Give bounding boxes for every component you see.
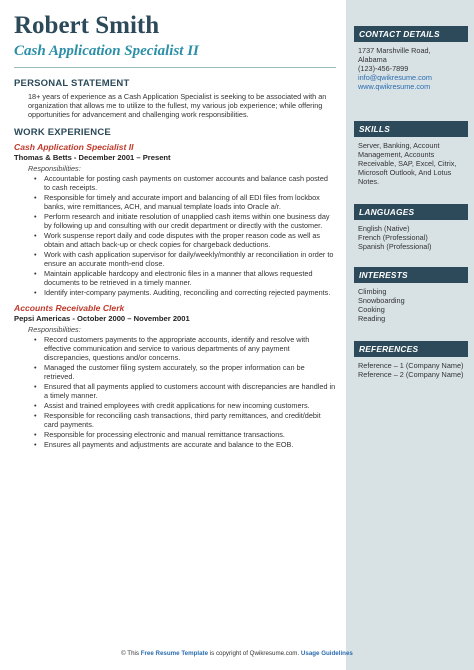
list-item: • Responsible for processing electronic and manual remittance transactions. <box>44 430 336 439</box>
list-item: French (Professional) <box>358 233 428 242</box>
interests-list <box>358 287 468 323</box>
responsibilities-label: Responsibilities: <box>28 164 81 173</box>
sidebar <box>346 0 474 670</box>
header-divider <box>14 67 336 68</box>
interests-heading: INTERESTS <box>354 267 468 283</box>
statement-heading: PERSONAL STATEMENT <box>14 78 130 89</box>
main-column <box>14 12 336 450</box>
skills-text: Server, Banking, Account Management, Accounts Receivable, SAP, Excel, Citrix, Microsoft Outlook, And Lotus Notes. <box>358 141 457 186</box>
list-item: Reading <box>358 314 386 323</box>
list-item: Climbing <box>358 287 387 296</box>
email-link[interactable]: info@qwikresume.com <box>358 73 432 82</box>
experience-heading: WORK EXPERIENCE <box>14 127 111 138</box>
list-item: • Work with cash application supervisor for daily/weekly/monthly ar reconciliation in order to ensure an accurate month-end close. <box>44 250 336 268</box>
references-heading: REFERENCES <box>354 341 468 357</box>
list-item: • Responsible for reconciling cash transactions, third party remittances, and credit/debit card payments. <box>44 411 336 429</box>
website-link[interactable]: www.qwikresume.com <box>358 82 431 91</box>
list-item: • Accountable for posting cash payments on customer accounts and balance cash posted to cash receipts. <box>44 174 336 192</box>
skills-heading: SKILLS <box>354 121 468 137</box>
list-item: • Identify inter-company payments. Auditing, reconciling and correcting rejected payments. <box>44 288 336 297</box>
job-entry <box>14 303 336 449</box>
list-item: • Maintain applicable hardcopy and electronic files in a manner that allows requested documents to be retrieved in a timely manner. <box>44 269 336 287</box>
footer-prefix: © This <box>121 650 139 657</box>
job-title: Accounts Receivable Clerk <box>14 303 125 313</box>
list-item: • Ensures all payments and adjustments are accurate and balance to the EOB. <box>44 440 336 449</box>
list-item: English (Native) <box>358 224 410 233</box>
list-item: Spanish (Professional) <box>358 242 432 251</box>
address-line: 1737 Marshville Road, <box>358 46 431 55</box>
list-item: • Assist and trained employees with credit applications for new incoming customers. <box>44 401 336 410</box>
statement-text: 18+ years of experience as a Cash Application Specialist is seeking to be associated with an organization that allows me to utilize to the fullest, my various job experience; while offering opportunities for advancement and challenging work responsibilities. <box>28 92 327 119</box>
phone-number: (123)-456-7899 <box>358 64 409 73</box>
languages-list <box>358 224 468 251</box>
list-item: Cooking <box>358 305 385 314</box>
list-item: • Work suspense report daily and code disputes with the proper reason code as well as obtain and attach back-up or check copies for chargeback deductions. <box>44 231 336 249</box>
job-company: Pepsi Americas - October 2000 – November 2001 <box>14 314 190 323</box>
address-line: Alabama <box>358 55 387 64</box>
list-item: • Ensured that all payments applied to customers account with discrepancies are handled in a timely manner. <box>44 382 336 400</box>
candidate-name: Robert Smith <box>14 12 160 39</box>
job-title: Cash Application Specialist II <box>14 142 134 152</box>
usage-guidelines-link[interactable]: Usage Guidelines <box>300 650 353 657</box>
list-item: Snowboarding <box>358 296 405 305</box>
list-item: • Record customers payments to the appropriate accounts, identify and resolve with effective communication and service to various departments of any payment discrepancies, questions and/or concerns. <box>44 335 336 362</box>
candidate-title: Cash Application Specialist II <box>14 43 199 59</box>
job-entry <box>14 142 336 297</box>
references-list <box>358 361 468 379</box>
job-company: Thomas & Betts - December 2001 – Present <box>14 153 171 162</box>
list-item: • Managed the customer filing system accurately, so the proper information can be retrieved. <box>44 363 336 381</box>
responsibilities-label: Responsibilities: <box>28 325 81 334</box>
free-template-link[interactable]: Free Resume Template <box>140 650 209 657</box>
responsibility-list <box>14 335 336 449</box>
contact-heading: CONTACT DETAILS <box>354 26 468 42</box>
languages-heading: LANGUAGES <box>354 204 468 220</box>
footer-copyright-text: is copyright of Qwikresume.com. <box>209 650 300 657</box>
contact-details <box>358 46 468 91</box>
list-item: Reference – 1 (Company Name) <box>358 361 464 370</box>
list-item: Reference – 2 (Company Name) <box>358 370 464 379</box>
list-item: • Responsible for timely and accurate import and balancing of all EDI files from lockbox banks, wire remittances, ACH, and manual template loads into Oracle a/r. <box>44 193 336 211</box>
list-item: • Perform research and initiate resolution of unapplied cash items within one business day by following up and consulting with our credit department or directly with the customer. <box>44 212 336 230</box>
responsibility-list <box>14 174 336 297</box>
footer <box>0 650 474 657</box>
